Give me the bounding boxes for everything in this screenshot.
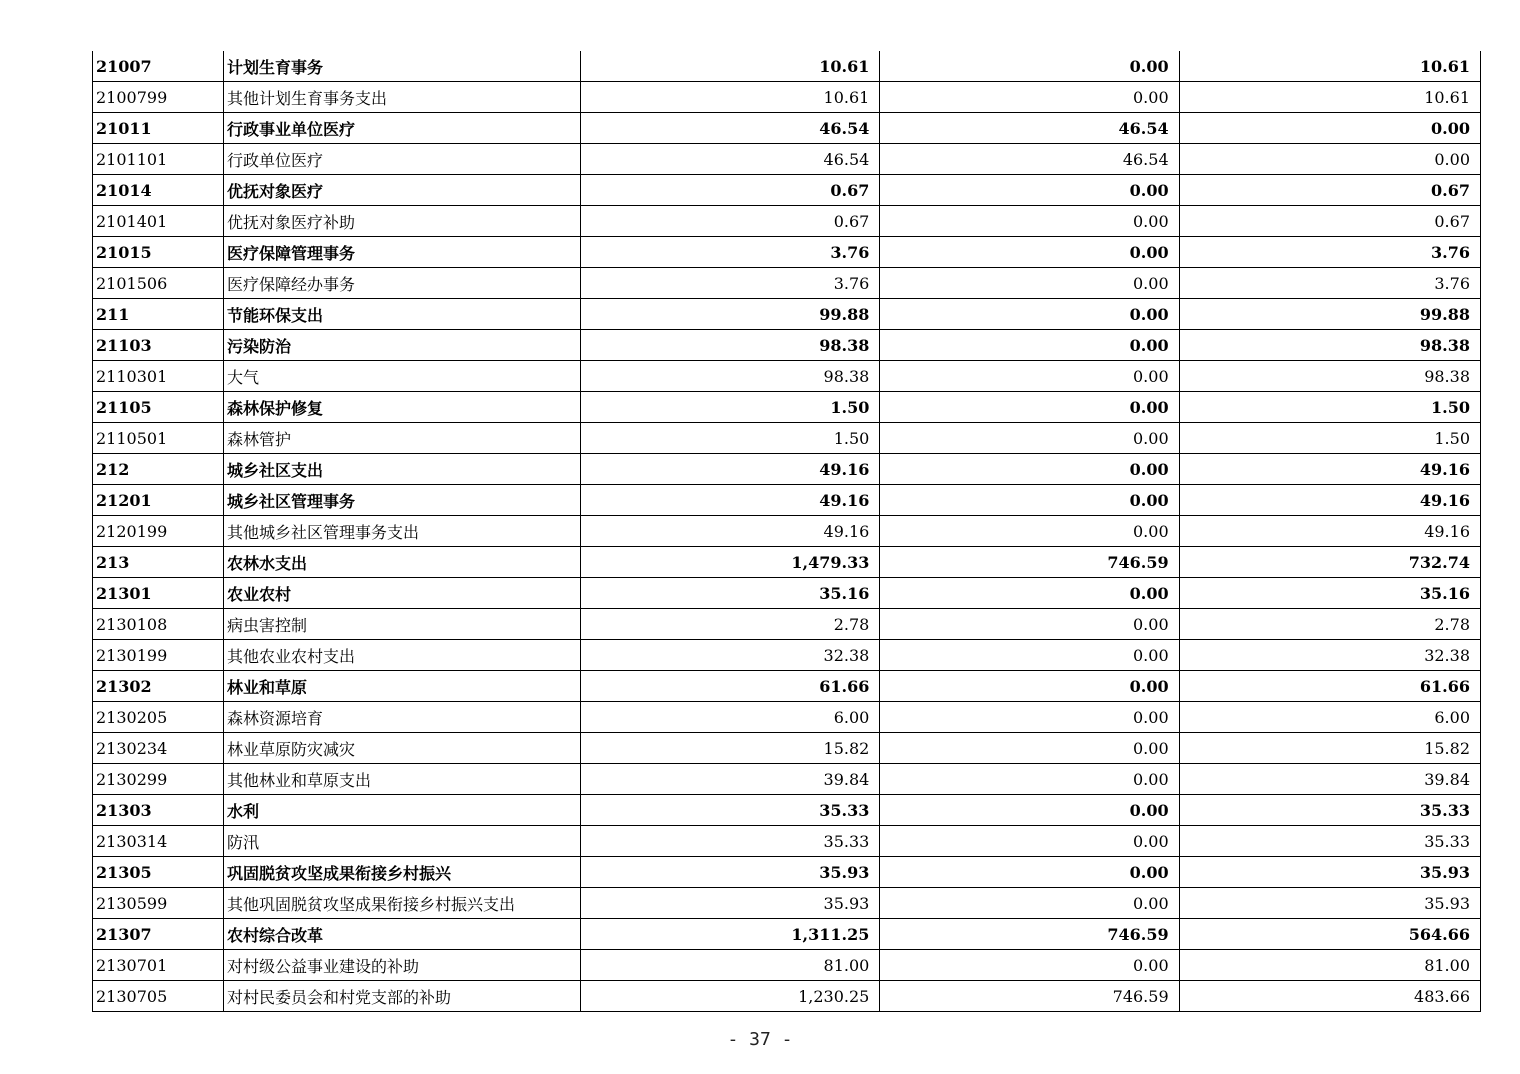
account-name-cell: 节能环保支出 <box>224 299 581 330</box>
project-expenditure-cell: 2.78 <box>1179 609 1480 640</box>
account-code-cell: 2101401 <box>93 206 224 237</box>
total-amount-cell: 32.38 <box>581 640 880 671</box>
total-amount-cell: 10.61 <box>581 51 880 82</box>
table-row <box>93 299 1481 330</box>
account-code-cell: 21103 <box>93 330 224 361</box>
table-row <box>93 361 1481 392</box>
table-row <box>93 981 1481 1012</box>
project-expenditure-cell: 98.38 <box>1179 361 1480 392</box>
account-code-cell: 211 <box>93 299 224 330</box>
total-amount-cell: 35.33 <box>581 826 880 857</box>
table-body <box>93 51 1481 1012</box>
total-amount-cell: 61.66 <box>581 671 880 702</box>
account-name-cell: 计划生育事务 <box>224 51 581 82</box>
project-expenditure-cell: 32.38 <box>1179 640 1480 671</box>
basic-expenditure-cell: 0.00 <box>880 888 1179 919</box>
table-row <box>93 764 1481 795</box>
account-code-cell: 2130299 <box>93 764 224 795</box>
account-code-cell: 2130314 <box>93 826 224 857</box>
table-row <box>93 206 1481 237</box>
basic-expenditure-cell: 0.00 <box>880 671 1179 702</box>
account-code-cell: 2130701 <box>93 950 224 981</box>
table-row <box>93 640 1481 671</box>
basic-expenditure-cell: 746.59 <box>880 981 1179 1012</box>
account-name-cell: 森林资源培育 <box>224 702 581 733</box>
account-code-cell: 2100799 <box>93 82 224 113</box>
account-name-cell: 森林保护修复 <box>224 392 581 423</box>
basic-expenditure-cell: 0.00 <box>880 454 1179 485</box>
table-row <box>93 485 1481 516</box>
account-code-cell: 2120199 <box>93 516 224 547</box>
basic-expenditure-cell: 0.00 <box>880 206 1179 237</box>
total-amount-cell: 98.38 <box>581 330 880 361</box>
project-expenditure-cell: 49.16 <box>1179 454 1480 485</box>
table-row <box>93 423 1481 454</box>
total-amount-cell: 1.50 <box>581 423 880 454</box>
account-name-cell: 水利 <box>224 795 581 826</box>
account-code-cell: 21015 <box>93 237 224 268</box>
table-row <box>93 113 1481 144</box>
page-number: - 37 - <box>727 1029 793 1050</box>
project-expenditure-cell: 564.66 <box>1179 919 1480 950</box>
account-code-cell: 2101101 <box>93 144 224 175</box>
project-expenditure-cell: 61.66 <box>1179 671 1480 702</box>
project-expenditure-cell: 35.16 <box>1179 578 1480 609</box>
project-expenditure-cell: 49.16 <box>1179 485 1480 516</box>
account-name-cell: 其他林业和草原支出 <box>224 764 581 795</box>
table-row <box>93 671 1481 702</box>
basic-expenditure-cell: 0.00 <box>880 175 1179 206</box>
project-expenditure-cell: 15.82 <box>1179 733 1480 764</box>
project-expenditure-cell: 483.66 <box>1179 981 1480 1012</box>
account-name-cell: 优抚对象医疗 <box>224 175 581 206</box>
table-row <box>93 547 1481 578</box>
account-name-cell: 农村综合改革 <box>224 919 581 950</box>
table-row <box>93 268 1481 299</box>
basic-expenditure-cell: 0.00 <box>880 423 1179 454</box>
total-amount-cell: 81.00 <box>581 950 880 981</box>
account-name-cell: 森林管护 <box>224 423 581 454</box>
account-code-cell: 212 <box>93 454 224 485</box>
basic-expenditure-cell: 0.00 <box>880 268 1179 299</box>
total-amount-cell: 49.16 <box>581 516 880 547</box>
basic-expenditure-cell: 0.00 <box>880 640 1179 671</box>
project-expenditure-cell: 0.00 <box>1179 113 1480 144</box>
table-row <box>93 330 1481 361</box>
account-name-cell: 防汛 <box>224 826 581 857</box>
basic-expenditure-cell: 0.00 <box>880 857 1179 888</box>
total-amount-cell: 0.67 <box>581 175 880 206</box>
account-name-cell: 其他农业农村支出 <box>224 640 581 671</box>
account-code-cell: 2130199 <box>93 640 224 671</box>
table-row <box>93 950 1481 981</box>
budget-expenditure-table <box>92 51 1481 1012</box>
account-code-cell: 21303 <box>93 795 224 826</box>
total-amount-cell: 49.16 <box>581 485 880 516</box>
account-name-cell: 医疗保障经办事务 <box>224 268 581 299</box>
basic-expenditure-cell: 46.54 <box>880 144 1179 175</box>
basic-expenditure-cell: 0.00 <box>880 485 1179 516</box>
account-code-cell: 21007 <box>93 51 224 82</box>
total-amount-cell: 35.93 <box>581 857 880 888</box>
total-amount-cell: 35.33 <box>581 795 880 826</box>
project-expenditure-cell: 49.16 <box>1179 516 1480 547</box>
account-code-cell: 2130234 <box>93 733 224 764</box>
table-row <box>93 857 1481 888</box>
account-name-cell: 大气 <box>224 361 581 392</box>
table-row <box>93 237 1481 268</box>
total-amount-cell: 98.38 <box>581 361 880 392</box>
total-amount-cell: 35.16 <box>581 578 880 609</box>
account-code-cell: 2101506 <box>93 268 224 299</box>
basic-expenditure-cell: 0.00 <box>880 237 1179 268</box>
total-amount-cell: 46.54 <box>581 113 880 144</box>
total-amount-cell: 3.76 <box>581 237 880 268</box>
account-name-cell: 行政事业单位医疗 <box>224 113 581 144</box>
account-name-cell: 其他城乡社区管理事务支出 <box>224 516 581 547</box>
account-code-cell: 2110301 <box>93 361 224 392</box>
account-name-cell: 病虫害控制 <box>224 609 581 640</box>
account-name-cell: 林业和草原 <box>224 671 581 702</box>
table-row <box>93 82 1481 113</box>
table-row <box>93 795 1481 826</box>
account-code-cell: 2130599 <box>93 888 224 919</box>
account-name-cell: 林业草原防灾减灾 <box>224 733 581 764</box>
table-row <box>93 609 1481 640</box>
project-expenditure-cell: 99.88 <box>1179 299 1480 330</box>
project-expenditure-cell: 6.00 <box>1179 702 1480 733</box>
total-amount-cell: 46.54 <box>581 144 880 175</box>
account-name-cell: 污染防治 <box>224 330 581 361</box>
project-expenditure-cell: 35.33 <box>1179 826 1480 857</box>
account-name-cell: 对村级公益事业建设的补助 <box>224 950 581 981</box>
account-code-cell: 2130705 <box>93 981 224 1012</box>
basic-expenditure-cell: 0.00 <box>880 609 1179 640</box>
project-expenditure-cell: 10.61 <box>1179 82 1480 113</box>
account-code-cell: 21307 <box>93 919 224 950</box>
basic-expenditure-cell: 0.00 <box>880 82 1179 113</box>
basic-expenditure-cell: 0.00 <box>880 578 1179 609</box>
table-row <box>93 392 1481 423</box>
basic-expenditure-cell: 0.00 <box>880 51 1179 82</box>
basic-expenditure-cell: 0.00 <box>880 702 1179 733</box>
account-code-cell: 2130205 <box>93 702 224 733</box>
table-row <box>93 826 1481 857</box>
project-expenditure-cell: 1.50 <box>1179 392 1480 423</box>
account-name-cell: 农业农村 <box>224 578 581 609</box>
table-row <box>93 888 1481 919</box>
account-code-cell: 21301 <box>93 578 224 609</box>
account-name-cell: 医疗保障管理事务 <box>224 237 581 268</box>
table-row <box>93 702 1481 733</box>
account-code-cell: 21305 <box>93 857 224 888</box>
account-name-cell: 优抚对象医疗补助 <box>224 206 581 237</box>
project-expenditure-cell: 3.76 <box>1179 268 1480 299</box>
total-amount-cell: 3.76 <box>581 268 880 299</box>
total-amount-cell: 35.93 <box>581 888 880 919</box>
project-expenditure-cell: 0.67 <box>1179 206 1480 237</box>
table-row <box>93 733 1481 764</box>
project-expenditure-cell: 35.33 <box>1179 795 1480 826</box>
project-expenditure-cell: 81.00 <box>1179 950 1480 981</box>
basic-expenditure-cell: 0.00 <box>880 733 1179 764</box>
project-expenditure-cell: 0.67 <box>1179 175 1480 206</box>
table-row <box>93 919 1481 950</box>
account-name-cell: 巩固脱贫攻坚成果衔接乡村振兴 <box>224 857 581 888</box>
project-expenditure-cell: 10.61 <box>1179 51 1480 82</box>
project-expenditure-cell: 3.76 <box>1179 237 1480 268</box>
total-amount-cell: 1.50 <box>581 392 880 423</box>
account-code-cell: 21302 <box>93 671 224 702</box>
total-amount-cell: 1,230.25 <box>581 981 880 1012</box>
basic-expenditure-cell: 0.00 <box>880 950 1179 981</box>
total-amount-cell: 99.88 <box>581 299 880 330</box>
account-code-cell: 2130108 <box>93 609 224 640</box>
account-code-cell: 21201 <box>93 485 224 516</box>
table-row <box>93 578 1481 609</box>
account-code-cell: 21011 <box>93 113 224 144</box>
table-row <box>93 516 1481 547</box>
account-name-cell: 城乡社区支出 <box>224 454 581 485</box>
total-amount-cell: 49.16 <box>581 454 880 485</box>
project-expenditure-cell: 0.00 <box>1179 144 1480 175</box>
basic-expenditure-cell: 0.00 <box>880 516 1179 547</box>
account-name-cell: 对村民委员会和村党支部的补助 <box>224 981 581 1012</box>
table-row <box>93 144 1481 175</box>
project-expenditure-cell: 35.93 <box>1179 857 1480 888</box>
project-expenditure-cell: 98.38 <box>1179 330 1480 361</box>
account-code-cell: 21105 <box>93 392 224 423</box>
basic-expenditure-cell: 0.00 <box>880 330 1179 361</box>
budget-table-container <box>92 51 1481 1012</box>
table-row <box>93 51 1481 82</box>
basic-expenditure-cell: 0.00 <box>880 795 1179 826</box>
project-expenditure-cell: 35.93 <box>1179 888 1480 919</box>
basic-expenditure-cell: 0.00 <box>880 299 1179 330</box>
account-name-cell: 农林水支出 <box>224 547 581 578</box>
account-name-cell: 行政单位医疗 <box>224 144 581 175</box>
total-amount-cell: 1,311.25 <box>581 919 880 950</box>
total-amount-cell: 10.61 <box>581 82 880 113</box>
account-code-cell: 213 <box>93 547 224 578</box>
account-code-cell: 21014 <box>93 175 224 206</box>
basic-expenditure-cell: 746.59 <box>880 919 1179 950</box>
total-amount-cell: 6.00 <box>581 702 880 733</box>
basic-expenditure-cell: 46.54 <box>880 113 1179 144</box>
basic-expenditure-cell: 0.00 <box>880 826 1179 857</box>
account-name-cell: 其他计划生育事务支出 <box>224 82 581 113</box>
account-name-cell: 城乡社区管理事务 <box>224 485 581 516</box>
account-code-cell: 2110501 <box>93 423 224 454</box>
project-expenditure-cell: 732.74 <box>1179 547 1480 578</box>
total-amount-cell: 15.82 <box>581 733 880 764</box>
table-row <box>93 454 1481 485</box>
total-amount-cell: 2.78 <box>581 609 880 640</box>
total-amount-cell: 0.67 <box>581 206 880 237</box>
account-name-cell: 其他巩固脱贫攻坚成果衔接乡村振兴支出 <box>224 888 581 919</box>
basic-expenditure-cell: 0.00 <box>880 392 1179 423</box>
basic-expenditure-cell: 0.00 <box>880 764 1179 795</box>
total-amount-cell: 39.84 <box>581 764 880 795</box>
project-expenditure-cell: 39.84 <box>1179 764 1480 795</box>
total-amount-cell: 1,479.33 <box>581 547 880 578</box>
basic-expenditure-cell: 0.00 <box>880 361 1179 392</box>
project-expenditure-cell: 1.50 <box>1179 423 1480 454</box>
basic-expenditure-cell: 746.59 <box>880 547 1179 578</box>
table-row <box>93 175 1481 206</box>
